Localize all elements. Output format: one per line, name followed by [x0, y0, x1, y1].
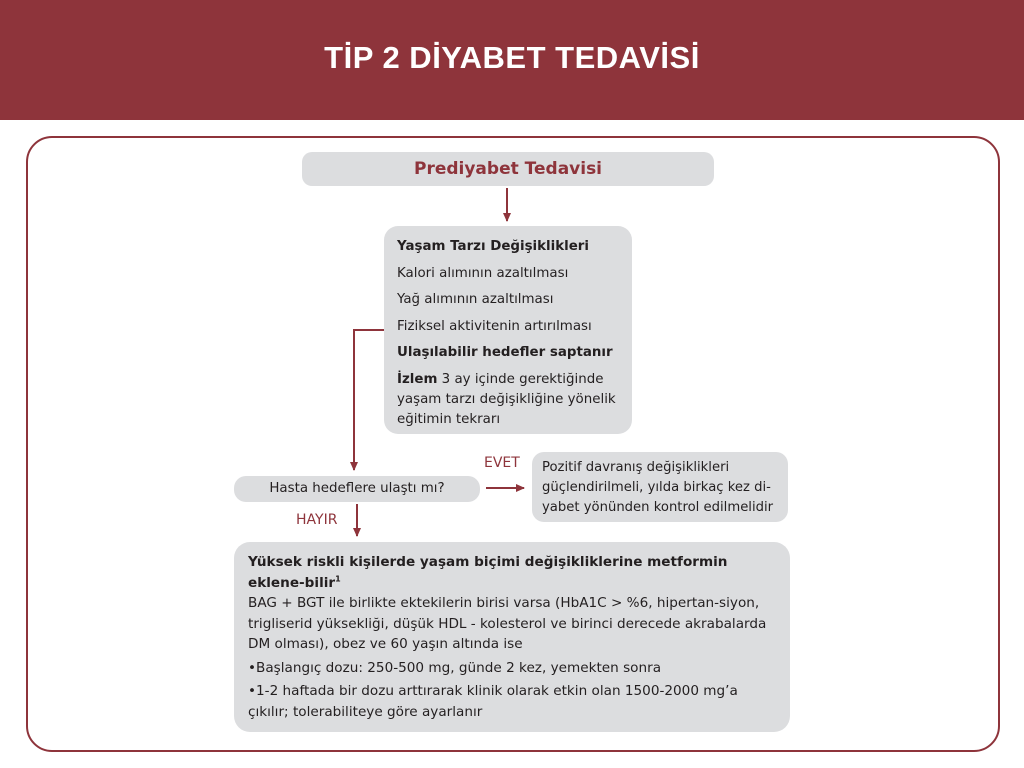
dose-titration-text: •1-2 haftada bir dozu arttırarak klinik olarak etkin olan 1500-2000 mg’a çıkılır; tolerabiliteye göre ayarlanır: [248, 683, 738, 720]
no-label: HAYIR: [296, 512, 338, 528]
follow-up-text: [397, 370, 622, 430]
lifestyle-goal: Ulaşılabilir hedefler saptanır: [397, 345, 613, 360]
criteria-text: BAG + BGT ile birlikte ektekilerin birisi varsa (HbA1C > %6, hipertan-siyon, trigliserid yüksekliği, düşük HDL - kolesterol ve birinci derecede akrabalarda DM olması), obez ve 60 yaşın altında ise: [248, 595, 767, 652]
lifestyle-item: Yağ alımının azaltılması: [397, 292, 554, 307]
arrow-lifestyle-to-question: [354, 330, 384, 470]
lifestyle-item: Kalori alımının azaltılması: [397, 265, 569, 281]
lifestyle-item: Fiziksel aktivitenin artırılması: [397, 318, 592, 334]
prediabetes-box: Prediyabet Tedavisi: [302, 152, 714, 186]
metformin-title-text: Yüksek riskli kişilerde yaşam biçimi değişikliklerine metformin eklene-bilir: [248, 554, 728, 591]
dose-start-text: •Başlangıç dozu: 250-500 mg, günde 2 kez, yemekten sonra: [248, 659, 662, 676]
metformin-box: [234, 542, 790, 732]
page-title: TİP 2 DİYABET TEDAVİSİ: [324, 40, 700, 75]
lifestyle-title: Yaşam Tarzı Değişiklikleri: [397, 239, 590, 254]
question-box: Hasta hedeflere ulaştı mı?: [234, 476, 480, 502]
yes-label: EVET: [484, 455, 520, 471]
lifestyle-box: [384, 226, 632, 434]
footnote-marker: 1: [335, 573, 341, 583]
positive-outcome-box: Pozitif davranış değişiklikleri güçlendirilmeli, yılda birkaç kez di-yabet yönünden kontrol edilmelidir: [532, 452, 788, 522]
follow-up-label: İzlem: [397, 371, 438, 387]
metformin-title: [248, 552, 780, 593]
follow-up-body: 3 ay içinde gerektiğinde yaşam tarzı değişikliğine yönelik eğitimin tekrarı: [397, 371, 616, 427]
